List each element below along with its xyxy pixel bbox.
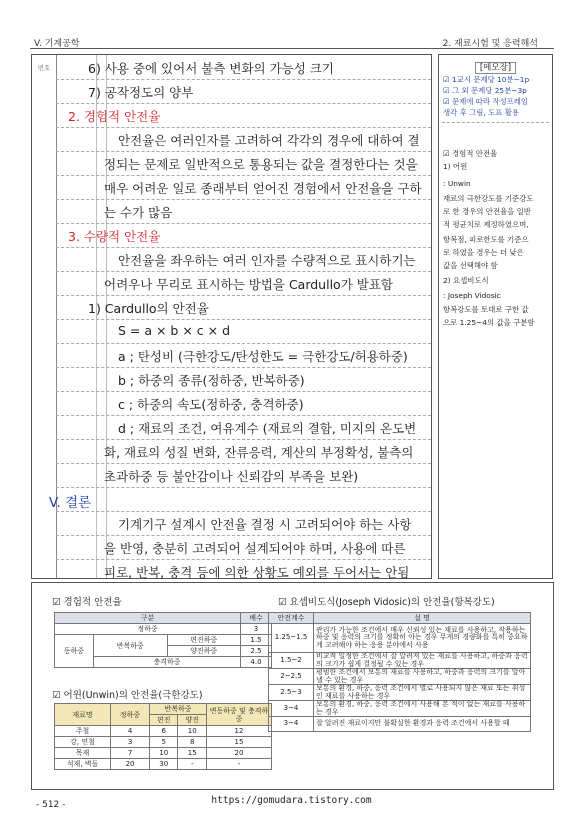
table-cell: 관리가 가능한 조건에서 매우 신뢰성 있는 재료를 사용하고, 작용하는 하중 및 응력의 크기를 정확히 아는 경우 무게의 경량화를 특히 중요하게 고려해야 하는 응용 분야에서 사용 (314, 624, 531, 653)
section-heading: 3. 수량적 안전율 (68, 229, 161, 244)
memo-line: 항복강도를 토대로 구한 값 (443, 305, 529, 314)
table-cell: 주철 (55, 726, 111, 737)
main-content-box (31, 54, 432, 579)
rule-line (56, 175, 431, 176)
table-cell: - (178, 759, 207, 770)
body-line: 피로, 반복, 충격 등에 의한 상황도 예외를 두어서는 안됨 (104, 565, 410, 580)
rule-line (56, 463, 431, 464)
empirical-safety-table (54, 612, 272, 668)
page-number: - 512 - (36, 800, 66, 810)
memo-line: 항복점, 피로한도를 기준으 (443, 235, 529, 244)
rule-line (56, 439, 431, 440)
body-line: a ; 탄성비 (극한강도/탄성한도 = 극한강도/허용하중) (118, 349, 408, 364)
memo-line: : Joseph Vidosic (443, 291, 501, 300)
table-cell: 1.5 (241, 635, 272, 646)
table-cell: 7 (111, 748, 150, 759)
table-cell: 양진하중 (167, 646, 241, 657)
table-cell: 10 (150, 748, 178, 759)
table-cell: 15 (178, 748, 207, 759)
section-heading: V. 결론 (49, 495, 92, 511)
body-line: 초과하중 등 불안감이나 신뢰감의 부족을 보완) (104, 469, 359, 484)
table-cell: 5 (150, 737, 178, 748)
rule-line (56, 127, 431, 128)
col-header: 안전계수 (269, 613, 314, 624)
table-cell: - (207, 759, 272, 770)
table-cell: 3 (111, 737, 150, 748)
col-header: 변동하중 및 충격하중 (207, 704, 272, 726)
memo-line: 생각 후 그림, 도표 활용 (443, 108, 520, 117)
table-cell: 평범한 조건에서 보통의 재료를 사용하고, 하중과 응력의 크기를 알아낼 수 있는 경우 (314, 669, 531, 685)
rule-line (56, 79, 431, 80)
memo-panel (438, 54, 553, 579)
memo-line: 값을 선택해야 함 (443, 261, 498, 270)
section-heading: 2. 경험적 안전율 (68, 109, 161, 124)
table-cell: 8 (178, 737, 207, 748)
header-right: 2. 재료시험 및 응력해석 (442, 39, 538, 49)
col-header: 양진 (178, 715, 207, 726)
table-cell: 3 (241, 624, 272, 635)
body-line: d ; 재료의 조건, 여유계수 (재료의 결함, 미지의 온도변 (118, 421, 417, 436)
col-header: 반복하중 (150, 704, 207, 715)
memo-line: 2) 요셉비도식 (443, 276, 489, 285)
rule-line (56, 199, 431, 200)
rule-line (56, 343, 431, 344)
rule-line (56, 559, 431, 560)
table-cell: 석재, 벽돌 (55, 759, 111, 770)
memo-rule (442, 122, 549, 123)
table-cell: 4.0 (241, 657, 272, 668)
table-cell: 4 (111, 726, 150, 737)
memo-line: ☑ 1교시 문제당 10분~1p (443, 75, 530, 84)
table2-title: ☑ 어윈(Unwin)의 안전율(극한강도) (52, 690, 203, 701)
table3-title: ☑ 요셉비도식(Joseph Vidosic)의 안전율(항복강도) (278, 597, 495, 608)
table-cell: 6 (150, 726, 178, 737)
table-cell: 30 (150, 759, 178, 770)
number-column-label: 번호 (37, 64, 51, 72)
table-cell: 강, 연철 (55, 737, 111, 748)
rule-line (56, 511, 431, 512)
col-header: 배수 (241, 613, 272, 624)
body-line: 7) 공작정도의 양부 (88, 85, 194, 100)
col-header: 정하중 (111, 704, 150, 726)
rule-line (56, 247, 431, 248)
unwin-safety-table (54, 703, 272, 770)
table-cell: 목재 (55, 748, 111, 759)
memo-title: [메모장] (439, 61, 552, 73)
reference-tables-box (31, 582, 554, 790)
table-cell: 비교적 일정한 조건에서 잘 알려져 있는 재료를 사용하고, 하중과 응력의 크기가 쉽게 결정될 수 있는 경우 (314, 653, 531, 669)
memo-line: ☑ 그 외 문제당 25분~3p (443, 86, 527, 95)
table-cell: 충격하중 (94, 657, 241, 668)
col-header: 편진 (150, 715, 178, 726)
table-cell: 1.5~2 (269, 653, 314, 669)
table-cell: 2~2.5 (269, 669, 314, 685)
rule-line (56, 103, 431, 104)
rule-line (56, 319, 431, 320)
table-cell: 3~4 (269, 717, 314, 732)
footer-url: https://gomudara.tistory.com (211, 795, 372, 806)
table-cell: 10 (178, 726, 207, 737)
table-cell: 잘 알려진 재료이지만 불확실한 환경과 응력 조건에서 사용할 때 (314, 717, 531, 732)
memo-line: 1) 어윈 (443, 162, 468, 171)
body-line: 어려우나 무리로 표시하는 방법을 Cardullo가 발표함 (104, 277, 393, 292)
rule-line (56, 535, 431, 536)
header-left: V. 기계공학 (34, 39, 80, 49)
memo-line: 로 한 경우의 안전율을 일반 (443, 207, 531, 216)
rule-line (56, 295, 431, 296)
body-line: 안전율을 좌우하는 여러 인자를 수량적으로 표시하기는 (118, 253, 416, 268)
vidosic-safety-table (268, 612, 531, 732)
body-line: 매우 어려운 일로 종래부터 얻어진 경험에서 안전율을 구하 (104, 181, 422, 196)
memo-line: ☑ 경험적 안전율 (443, 149, 498, 158)
rule-line (56, 367, 431, 368)
rule-line (56, 223, 431, 224)
subheading: 1) Cardullo의 안전율 (88, 301, 209, 316)
table-cell: 반복하중 (94, 635, 168, 657)
rule-line (56, 151, 431, 152)
table-cell: 20 (207, 748, 272, 759)
memo-line: 재료의 극한강도를 기준강도 (443, 194, 534, 203)
body-line: 안전율은 여러인자를 고려하여 각각의 경우에 대하여 결 (118, 133, 420, 148)
rule-line (56, 487, 431, 488)
table1-title: ☑ 경험적 안전율 (52, 597, 122, 608)
col-header: 구분 (55, 613, 241, 624)
body-line: b ; 하중의 종류(정하중, 반복하중) (118, 373, 305, 388)
rule-line (56, 391, 431, 392)
body-line: 6) 사용 중에 있어서 불측 변화의 가능성 크기 (88, 61, 334, 76)
table-cell: 1.25~1.5 (269, 624, 314, 653)
table-cell: 동하중 (55, 635, 94, 668)
table-cell: 보통의 환경, 하중, 응력 조건에서 사용해 본 적이 없는 재료를 사용하는 경우 (314, 701, 531, 717)
table-cell: 정하중 (55, 624, 241, 635)
formula: S = a × b × c × d (118, 323, 231, 338)
body-line: c ; 하중의 속도(정하중, 충격하중) (118, 397, 304, 412)
memo-line: 적 평균치로 제정하였으며, (443, 220, 529, 229)
table-cell: 12 (207, 726, 272, 737)
rule-line (56, 271, 431, 272)
table-cell: 2.5~3 (269, 685, 314, 701)
table-cell: 편진하중 (167, 635, 241, 646)
memo-line: ☑ 문제에 따라 작성프레임 (443, 97, 529, 106)
table-cell: 보통의 환경, 하중, 응력 조건에서 별로 사용되지 않은 재료 또는 취성인 재료를 사용하는 경우 (314, 685, 531, 701)
table-cell: 15 (207, 737, 272, 748)
memo-line: 로 하였을 경우는 더 낮은 (443, 248, 524, 257)
body-line: 정되는 문제로 일반적으로 통용되는 값을 결정한다는 것을 (104, 157, 418, 172)
body-line: 화, 재료의 성질 변화, 잔류응력, 계산의 부정확성, 불측의 (104, 445, 414, 460)
col-header: 설 명 (314, 613, 531, 624)
table-cell: 20 (111, 759, 150, 770)
body-line: 는 수가 많음 (104, 205, 173, 220)
memo-line: : Unwin (443, 179, 471, 188)
header-rule (30, 48, 554, 49)
memo-line: 으로 1.25~4의 값을 구분함 (443, 318, 535, 327)
table-cell: 3~4 (269, 701, 314, 717)
body-line: 기계기구 설계시 안전율 결정 시 고려되어야 하는 사항 (118, 517, 412, 532)
table-cell: 2.5 (241, 646, 272, 657)
body-line: 을 반영, 충분히 고려되어 설계되어야 하며, 사용에 따른 (104, 541, 406, 556)
col-header: 재료명 (55, 704, 111, 726)
rule-line (56, 415, 431, 416)
